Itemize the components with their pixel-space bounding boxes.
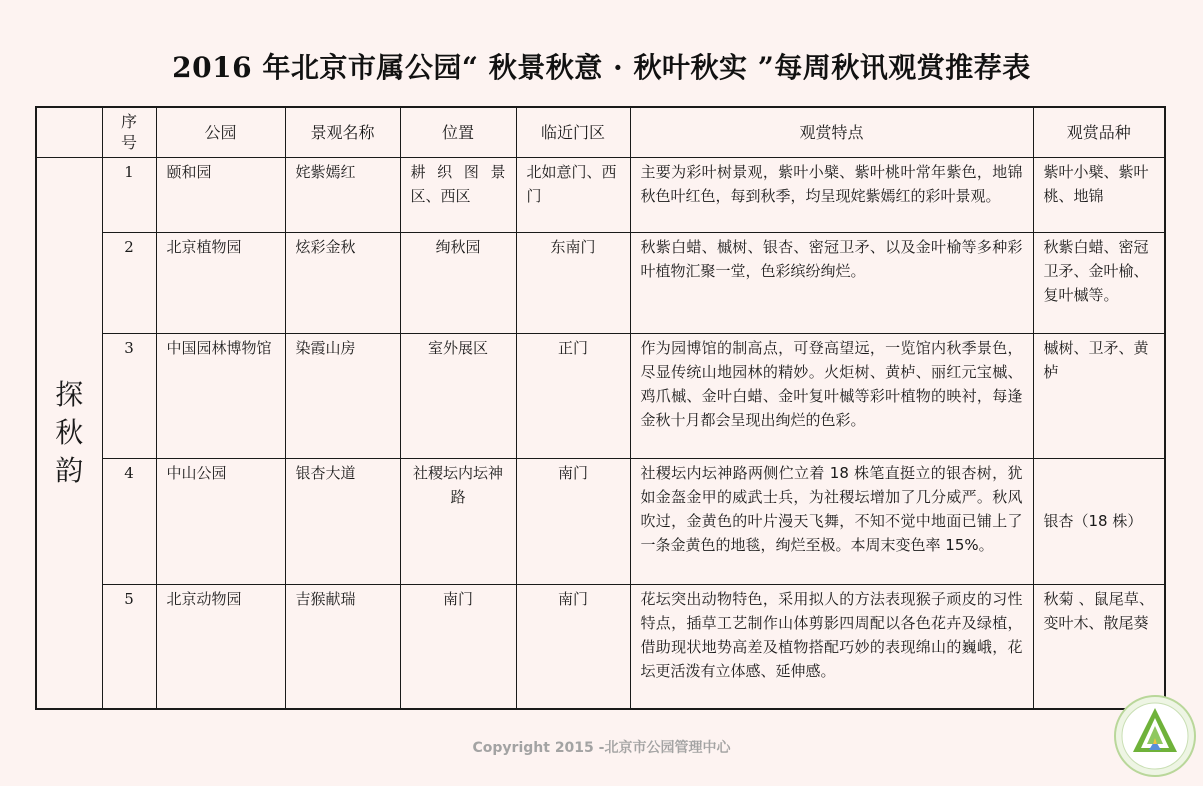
- row-species: 紫叶小檗、紫叶桃、地锦: [1033, 157, 1165, 232]
- section-char: 秋: [55, 415, 84, 449]
- header-num: [102, 107, 156, 157]
- copyright-footer: Copyright 2015 -北京市公园管理中心: [472, 740, 731, 756]
- row-park: 颐和园: [156, 157, 285, 232]
- table-row: [36, 232, 1165, 333]
- header-scene: 景观名称: [285, 107, 400, 157]
- header-features: 观赏特点: [630, 107, 1033, 157]
- row-gate: 正门: [516, 333, 630, 458]
- row-location: 绚秋园: [400, 232, 516, 333]
- row-location: 耕 织 图 景区、西区: [400, 157, 516, 232]
- row-num: 2: [102, 232, 156, 333]
- header-location: 位置: [400, 107, 516, 157]
- row-num: 5: [102, 584, 156, 709]
- row-num: 4: [102, 458, 156, 584]
- row-location: 南门: [400, 584, 516, 709]
- row-features: 秋紫白蜡、槭树、银杏、密冠卫矛、以及金叶榆等多种彩叶植物汇聚一堂，色彩缤纷绚烂。: [630, 232, 1033, 333]
- row-location: 社稷坛内坛神路: [400, 458, 516, 584]
- row-scene: 染霞山房: [285, 333, 400, 458]
- row-park: 中国园林博物馆: [156, 333, 285, 458]
- row-features: 作为园博馆的制高点，可登高望远，一览馆内秋季景色，尽显传统山地园林的精妙。火炬树、黄栌、丽红元宝槭、鸡爪槭、金叶白蜡、金叶复叶槭等彩叶植物的映衬，每逢金秋十月都会呈现出绚烂的色彩。: [630, 333, 1033, 458]
- row-species: 槭树、卫矛、黄栌: [1033, 333, 1165, 458]
- row-park: 北京植物园: [156, 232, 285, 333]
- row-scene: 银杏大道: [285, 458, 400, 584]
- recommendation-table: [35, 106, 1166, 710]
- row-scene: 姹紫嫣红: [285, 157, 400, 232]
- header-park: 公园: [156, 107, 285, 157]
- table-row: [36, 584, 1165, 709]
- row-gate: 东南门: [516, 232, 630, 333]
- header-num-line1: 序: [120, 112, 137, 132]
- row-gate: 北如意门、西门: [516, 157, 630, 232]
- row-park: 北京动物园: [156, 584, 285, 709]
- table-row: [36, 157, 1165, 232]
- table-row: [36, 458, 1165, 584]
- header-num-line2: 号: [120, 133, 137, 153]
- row-num: 1: [102, 157, 156, 232]
- row-gate: 南门: [516, 458, 630, 584]
- row-location: 室外展区: [400, 333, 516, 458]
- row-species: 秋菊 、鼠尾草、变叶木、散尾葵: [1033, 584, 1165, 709]
- section-char: 探: [55, 377, 84, 411]
- row-scene: 炫彩金秋: [285, 232, 400, 333]
- row-species: 银杏（18 株）: [1033, 458, 1165, 584]
- row-num: 3: [102, 333, 156, 458]
- row-gate: 南门: [516, 584, 630, 709]
- page-title: 2016 年北京市属公园“ 秋景秋意 · 秋叶秋实 ”每周秋讯观赏推荐表: [172, 51, 1031, 84]
- row-features: 花坛突出动物特色，采用拟人的方法表现猴子顽皮的习性特点，插草工艺制作山体剪影四周配以各色花卉及绿植，借助现状地势高差及植物搭配巧妙的表现绵山的巍峨，花坛更活泼有立体感、延伸感。: [630, 584, 1033, 709]
- section-char: 韵: [55, 453, 84, 487]
- row-species: 秋紫白蜡、密冠卫矛、金叶榆、 复叶槭等。: [1033, 232, 1165, 333]
- row-features: 主要为彩叶树景观，紫叶小檗、紫叶桃叶常年紫色，地锦秋色叶红色，每到秋季，均呈现姹紫嫣红的彩叶景观。: [630, 157, 1033, 232]
- park-center-emblem-icon: [1113, 694, 1197, 778]
- header-gate: 临近门区: [516, 107, 630, 157]
- header-section: [36, 107, 102, 157]
- header-row: [36, 107, 1165, 157]
- header-species: 观赏品种: [1033, 107, 1165, 157]
- table-row: [36, 333, 1165, 458]
- row-features: 社稷坛内坛神路两侧伫立着 18 株笔直挺立的银杏树，犹如金盔金甲的威武士兵，为社稷坛增加了几分威严。秋风吹过，金黄色的叶片漫天飞舞，不知不觉中地面已铺上了一条金黄色的地毯，绚烂至极。本周末变色率 15%。: [630, 458, 1033, 584]
- row-park: 中山公园: [156, 458, 285, 584]
- row-scene: 吉猴献瑞: [285, 584, 400, 709]
- section-label: [36, 157, 102, 709]
